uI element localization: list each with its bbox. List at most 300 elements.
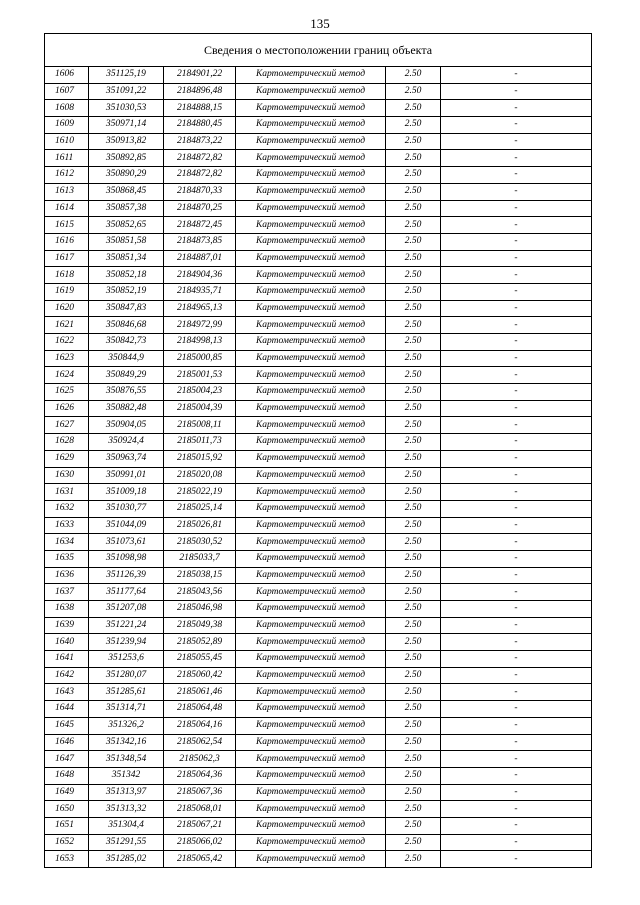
coordinate-y-cell: 2185020,08 — [164, 467, 236, 484]
point-number-cell: 1630 — [45, 467, 89, 484]
point-number-cell: 1621 — [45, 317, 89, 334]
description-cell: - — [441, 217, 592, 234]
point-number-cell: 1633 — [45, 517, 89, 534]
description-cell: - — [441, 734, 592, 751]
description-cell: - — [441, 100, 592, 117]
description-cell: - — [441, 550, 592, 567]
method-cell: Картометрический метод — [236, 617, 386, 634]
coordinate-y-cell: 2185065,42 — [164, 851, 236, 868]
point-number-cell: 1634 — [45, 534, 89, 551]
coordinate-x-cell: 351342,16 — [89, 734, 164, 751]
accuracy-cell: 2.50 — [386, 67, 441, 84]
coordinate-y-cell: 2185026,81 — [164, 517, 236, 534]
method-cell: Картометрический метод — [236, 801, 386, 818]
table-row — [45, 851, 592, 868]
coordinate-x-cell: 350971,14 — [89, 117, 164, 134]
table-row — [45, 467, 592, 484]
point-number-cell: 1648 — [45, 767, 89, 784]
accuracy-cell: 2.50 — [386, 200, 441, 217]
method-cell: Картометрический метод — [236, 334, 386, 351]
coordinate-x-cell: 350847,83 — [89, 300, 164, 317]
coordinate-y-cell: 2185001,53 — [164, 367, 236, 384]
coordinate-y-cell: 2185068,01 — [164, 801, 236, 818]
coordinate-y-cell: 2185000,85 — [164, 350, 236, 367]
point-number-cell: 1641 — [45, 651, 89, 668]
point-number-cell: 1608 — [45, 100, 89, 117]
point-number-cell: 1627 — [45, 417, 89, 434]
description-cell: - — [441, 601, 592, 618]
coordinate-y-cell: 2185064,48 — [164, 701, 236, 718]
table-row — [45, 334, 592, 351]
table-row — [45, 167, 592, 184]
description-cell: - — [441, 817, 592, 834]
description-cell: - — [441, 417, 592, 434]
method-cell: Картометрический метод — [236, 717, 386, 734]
accuracy-cell: 2.50 — [386, 517, 441, 534]
method-cell: Картометрический метод — [236, 300, 386, 317]
coordinate-y-cell: 2185062,3 — [164, 751, 236, 768]
accuracy-cell: 2.50 — [386, 183, 441, 200]
description-cell: - — [441, 767, 592, 784]
point-number-cell: 1653 — [45, 851, 89, 868]
method-cell: Картометрический метод — [236, 634, 386, 651]
table-row — [45, 734, 592, 751]
coordinate-x-cell: 351125,19 — [89, 67, 164, 84]
table-row — [45, 317, 592, 334]
coordinate-y-cell: 2184965,13 — [164, 300, 236, 317]
method-cell: Картометрический метод — [236, 117, 386, 134]
point-number-cell: 1647 — [45, 751, 89, 768]
point-number-cell: 1636 — [45, 567, 89, 584]
coordinate-y-cell: 2185004,23 — [164, 384, 236, 401]
method-cell: Картометрический метод — [236, 200, 386, 217]
coordinate-x-cell: 350904,05 — [89, 417, 164, 434]
coordinate-x-cell: 350842,73 — [89, 334, 164, 351]
coordinate-x-cell: 350852,18 — [89, 267, 164, 284]
coordinate-y-cell: 2185055,45 — [164, 651, 236, 668]
table-row — [45, 83, 592, 100]
accuracy-cell: 2.50 — [386, 100, 441, 117]
coordinate-x-cell: 350924,4 — [89, 434, 164, 451]
coordinate-y-cell: 2185025,14 — [164, 500, 236, 517]
table-row — [45, 634, 592, 651]
coordinate-x-cell: 351285,61 — [89, 684, 164, 701]
point-number-cell: 1626 — [45, 400, 89, 417]
accuracy-cell: 2.50 — [386, 801, 441, 818]
table-title: Сведения о местоположении границ объекта — [45, 34, 592, 67]
method-cell: Картометрический метод — [236, 183, 386, 200]
table-row — [45, 367, 592, 384]
accuracy-cell: 2.50 — [386, 400, 441, 417]
accuracy-cell: 2.50 — [386, 467, 441, 484]
method-cell: Картометрический метод — [236, 601, 386, 618]
description-cell: - — [441, 367, 592, 384]
description-cell: - — [441, 751, 592, 768]
point-number-cell: 1609 — [45, 117, 89, 134]
table-row — [45, 817, 592, 834]
page-number: 135 — [310, 16, 330, 31]
table-row — [45, 617, 592, 634]
method-cell: Картометрический метод — [236, 133, 386, 150]
accuracy-cell: 2.50 — [386, 767, 441, 784]
point-number-cell: 1642 — [45, 667, 89, 684]
point-number-cell: 1620 — [45, 300, 89, 317]
point-number-cell: 1646 — [45, 734, 89, 751]
coordinate-x-cell: 351253,6 — [89, 651, 164, 668]
accuracy-cell: 2.50 — [386, 300, 441, 317]
accuracy-cell: 2.50 — [386, 250, 441, 267]
coordinate-x-cell: 350844,9 — [89, 350, 164, 367]
coordinate-y-cell: 2185030,52 — [164, 534, 236, 551]
table-row — [45, 484, 592, 501]
table-row — [45, 651, 592, 668]
coordinate-y-cell: 2184872,45 — [164, 217, 236, 234]
table-row — [45, 417, 592, 434]
coordinate-y-cell: 2185038,15 — [164, 567, 236, 584]
point-number-cell: 1623 — [45, 350, 89, 367]
method-cell: Картометрический метод — [236, 167, 386, 184]
table-row — [45, 767, 592, 784]
coordinate-x-cell: 350849,29 — [89, 367, 164, 384]
method-cell: Картометрический метод — [236, 767, 386, 784]
method-cell: Картометрический метод — [236, 350, 386, 367]
table-row — [45, 784, 592, 801]
description-cell: - — [441, 834, 592, 851]
boundary-coordinates-table — [44, 33, 592, 868]
description-cell: - — [441, 317, 592, 334]
coordinate-y-cell: 2185049,38 — [164, 617, 236, 634]
method-cell: Картометрический метод — [236, 317, 386, 334]
accuracy-cell: 2.50 — [386, 601, 441, 618]
method-cell: Картометрический метод — [236, 233, 386, 250]
table-row — [45, 283, 592, 300]
table-row — [45, 584, 592, 601]
accuracy-cell: 2.50 — [386, 550, 441, 567]
description-cell: - — [441, 183, 592, 200]
coordinate-x-cell: 351314,71 — [89, 701, 164, 718]
point-number-cell: 1635 — [45, 550, 89, 567]
table-row — [45, 684, 592, 701]
point-number-cell: 1622 — [45, 334, 89, 351]
table-row — [45, 300, 592, 317]
coordinate-x-cell: 351326,2 — [89, 717, 164, 734]
table-row — [45, 517, 592, 534]
point-number-cell: 1607 — [45, 83, 89, 100]
coordinate-x-cell: 350890,29 — [89, 167, 164, 184]
table-row — [45, 150, 592, 167]
point-number-cell: 1631 — [45, 484, 89, 501]
accuracy-cell: 2.50 — [386, 634, 441, 651]
description-cell: - — [441, 400, 592, 417]
point-number-cell: 1618 — [45, 267, 89, 284]
description-cell: - — [441, 283, 592, 300]
table-row — [45, 67, 592, 84]
method-cell: Картометрический метод — [236, 100, 386, 117]
description-cell: - — [441, 467, 592, 484]
point-number-cell: 1616 — [45, 233, 89, 250]
point-number-cell: 1611 — [45, 150, 89, 167]
method-cell: Картометрический метод — [236, 517, 386, 534]
description-cell: - — [441, 334, 592, 351]
accuracy-cell: 2.50 — [386, 417, 441, 434]
accuracy-cell: 2.50 — [386, 317, 441, 334]
coordinate-y-cell: 2185043,56 — [164, 584, 236, 601]
coordinate-y-cell: 2184873,22 — [164, 133, 236, 150]
description-cell: - — [441, 684, 592, 701]
boundary-table-container — [44, 33, 591, 868]
description-cell: - — [441, 350, 592, 367]
coordinate-x-cell: 351177,64 — [89, 584, 164, 601]
coordinate-y-cell: 2184880,45 — [164, 117, 236, 134]
point-number-cell: 1651 — [45, 817, 89, 834]
accuracy-cell: 2.50 — [386, 450, 441, 467]
accuracy-cell: 2.50 — [386, 83, 441, 100]
description-cell: - — [441, 384, 592, 401]
description-cell: - — [441, 450, 592, 467]
coordinate-y-cell: 2185067,36 — [164, 784, 236, 801]
point-number-cell: 1614 — [45, 200, 89, 217]
description-cell: - — [441, 534, 592, 551]
point-number-cell: 1625 — [45, 384, 89, 401]
coordinate-y-cell: 2184901,22 — [164, 67, 236, 84]
coordinate-x-cell: 350851,34 — [89, 250, 164, 267]
table-row — [45, 667, 592, 684]
method-cell: Картометрический метод — [236, 367, 386, 384]
point-number-cell: 1606 — [45, 67, 89, 84]
accuracy-cell: 2.50 — [386, 567, 441, 584]
method-cell: Картометрический метод — [236, 701, 386, 718]
coordinate-y-cell: 2185064,16 — [164, 717, 236, 734]
point-number-cell: 1638 — [45, 601, 89, 618]
description-cell: - — [441, 117, 592, 134]
table-row — [45, 350, 592, 367]
coordinate-y-cell: 2185062,54 — [164, 734, 236, 751]
description-cell: - — [441, 484, 592, 501]
coordinate-x-cell: 351091,22 — [89, 83, 164, 100]
coordinate-x-cell: 351073,61 — [89, 534, 164, 551]
coordinate-x-cell: 351304,4 — [89, 817, 164, 834]
coordinate-x-cell: 350852,65 — [89, 217, 164, 234]
coordinate-x-cell: 350851,58 — [89, 233, 164, 250]
point-number-cell: 1639 — [45, 617, 89, 634]
method-cell: Картометрический метод — [236, 534, 386, 551]
accuracy-cell: 2.50 — [386, 584, 441, 601]
coordinate-y-cell: 2184935,71 — [164, 283, 236, 300]
point-number-cell: 1650 — [45, 801, 89, 818]
coordinate-x-cell: 351348,54 — [89, 751, 164, 768]
description-cell: - — [441, 717, 592, 734]
accuracy-cell: 2.50 — [386, 784, 441, 801]
description-cell: - — [441, 567, 592, 584]
coordinate-x-cell: 350892,85 — [89, 150, 164, 167]
table-row — [45, 751, 592, 768]
table-row — [45, 534, 592, 551]
description-cell: - — [441, 434, 592, 451]
accuracy-cell: 2.50 — [386, 167, 441, 184]
method-cell: Картометрический метод — [236, 484, 386, 501]
method-cell: Картометрический метод — [236, 400, 386, 417]
table-row — [45, 450, 592, 467]
description-cell: - — [441, 133, 592, 150]
table-row — [45, 601, 592, 618]
method-cell: Картометрический метод — [236, 584, 386, 601]
accuracy-cell: 2.50 — [386, 434, 441, 451]
description-cell: - — [441, 584, 592, 601]
description-cell: - — [441, 784, 592, 801]
accuracy-cell: 2.50 — [386, 851, 441, 868]
coordinate-y-cell: 2185004,39 — [164, 400, 236, 417]
method-cell: Картометрический метод — [236, 434, 386, 451]
accuracy-cell: 2.50 — [386, 701, 441, 718]
coordinate-y-cell: 2184870,25 — [164, 200, 236, 217]
coordinate-x-cell: 350963,74 — [89, 450, 164, 467]
coordinate-y-cell: 2185060,42 — [164, 667, 236, 684]
coordinate-y-cell: 2185064,36 — [164, 767, 236, 784]
description-cell: - — [441, 801, 592, 818]
accuracy-cell: 2.50 — [386, 534, 441, 551]
table-row — [45, 717, 592, 734]
coordinate-x-cell: 350868,45 — [89, 183, 164, 200]
method-cell: Картометрический метод — [236, 250, 386, 267]
method-cell: Картометрический метод — [236, 283, 386, 300]
description-cell: - — [441, 300, 592, 317]
method-cell: Картометрический метод — [236, 784, 386, 801]
accuracy-cell: 2.50 — [386, 817, 441, 834]
description-cell: - — [441, 150, 592, 167]
coordinate-x-cell: 350876,55 — [89, 384, 164, 401]
point-number-cell: 1624 — [45, 367, 89, 384]
accuracy-cell: 2.50 — [386, 233, 441, 250]
method-cell: Картометрический метод — [236, 83, 386, 100]
coordinate-y-cell: 2184904,36 — [164, 267, 236, 284]
point-number-cell: 1643 — [45, 684, 89, 701]
description-cell: - — [441, 167, 592, 184]
coordinate-x-cell: 350852,19 — [89, 283, 164, 300]
point-number-cell: 1613 — [45, 183, 89, 200]
coordinate-y-cell: 2185066,02 — [164, 834, 236, 851]
coordinate-x-cell: 351207,08 — [89, 601, 164, 618]
method-cell: Картометрический метод — [236, 217, 386, 234]
table-row — [45, 117, 592, 134]
coordinate-x-cell: 350991,01 — [89, 467, 164, 484]
coordinate-x-cell: 350913,82 — [89, 133, 164, 150]
accuracy-cell: 2.50 — [386, 834, 441, 851]
table-row — [45, 801, 592, 818]
coordinate-x-cell: 351044,09 — [89, 517, 164, 534]
method-cell: Картометрический метод — [236, 651, 386, 668]
description-cell: - — [441, 500, 592, 517]
method-cell: Картометрический метод — [236, 550, 386, 567]
table-row — [45, 701, 592, 718]
coordinate-x-cell: 350857,38 — [89, 200, 164, 217]
point-number-cell: 1640 — [45, 634, 89, 651]
coordinate-y-cell: 2184887,01 — [164, 250, 236, 267]
accuracy-cell: 2.50 — [386, 117, 441, 134]
description-cell: - — [441, 701, 592, 718]
table-row — [45, 183, 592, 200]
accuracy-cell: 2.50 — [386, 734, 441, 751]
accuracy-cell: 2.50 — [386, 684, 441, 701]
description-cell: - — [441, 200, 592, 217]
coordinate-y-cell: 2185052,89 — [164, 634, 236, 651]
coordinate-x-cell: 351239,94 — [89, 634, 164, 651]
table-row — [45, 250, 592, 267]
accuracy-cell: 2.50 — [386, 283, 441, 300]
coordinate-x-cell: 351291,55 — [89, 834, 164, 851]
table-row — [45, 233, 592, 250]
method-cell: Картометрический метод — [236, 67, 386, 84]
coordinate-y-cell: 2185022,19 — [164, 484, 236, 501]
method-cell: Картометрический метод — [236, 751, 386, 768]
coordinate-y-cell: 2184872,82 — [164, 167, 236, 184]
coordinate-y-cell: 2185046,98 — [164, 601, 236, 618]
point-number-cell: 1632 — [45, 500, 89, 517]
method-cell: Картометрический метод — [236, 734, 386, 751]
description-cell: - — [441, 250, 592, 267]
table-row — [45, 267, 592, 284]
description-cell: - — [441, 267, 592, 284]
method-cell: Картометрический метод — [236, 267, 386, 284]
point-number-cell: 1617 — [45, 250, 89, 267]
table-row — [45, 100, 592, 117]
coordinate-x-cell: 351126,39 — [89, 567, 164, 584]
description-cell: - — [441, 517, 592, 534]
accuracy-cell: 2.50 — [386, 267, 441, 284]
point-number-cell: 1628 — [45, 434, 89, 451]
table-title-row — [45, 34, 592, 67]
description-cell: - — [441, 617, 592, 634]
coordinate-y-cell: 2184888,15 — [164, 100, 236, 117]
table-row — [45, 217, 592, 234]
coordinate-y-cell: 2185011,73 — [164, 434, 236, 451]
method-cell: Картометрический метод — [236, 851, 386, 868]
accuracy-cell: 2.50 — [386, 484, 441, 501]
coordinate-x-cell: 351098,98 — [89, 550, 164, 567]
method-cell: Картометрический метод — [236, 817, 386, 834]
point-number-cell: 1644 — [45, 701, 89, 718]
method-cell: Картометрический метод — [236, 667, 386, 684]
accuracy-cell: 2.50 — [386, 150, 441, 167]
coordinate-x-cell: 351009,18 — [89, 484, 164, 501]
coordinate-y-cell: 2185008,11 — [164, 417, 236, 434]
accuracy-cell: 2.50 — [386, 717, 441, 734]
description-cell: - — [441, 651, 592, 668]
coordinate-x-cell: 351221,24 — [89, 617, 164, 634]
table-row — [45, 434, 592, 451]
method-cell: Картометрический метод — [236, 834, 386, 851]
point-number-cell: 1649 — [45, 784, 89, 801]
point-number-cell: 1637 — [45, 584, 89, 601]
method-cell: Картометрический метод — [236, 567, 386, 584]
table-row — [45, 567, 592, 584]
coordinate-y-cell: 2185061,46 — [164, 684, 236, 701]
method-cell: Картометрический метод — [236, 150, 386, 167]
coordinate-y-cell: 2184872,82 — [164, 150, 236, 167]
coordinate-y-cell: 2185067,21 — [164, 817, 236, 834]
coordinate-y-cell: 2184972,99 — [164, 317, 236, 334]
point-number-cell: 1619 — [45, 283, 89, 300]
description-cell: - — [441, 667, 592, 684]
accuracy-cell: 2.50 — [386, 367, 441, 384]
description-cell: - — [441, 83, 592, 100]
coordinate-y-cell: 2184998,13 — [164, 334, 236, 351]
coordinate-y-cell: 2184896,48 — [164, 83, 236, 100]
method-cell: Картометрический метод — [236, 384, 386, 401]
accuracy-cell: 2.50 — [386, 133, 441, 150]
description-cell: - — [441, 634, 592, 651]
coordinate-x-cell: 351280,07 — [89, 667, 164, 684]
coordinate-y-cell: 2184870,33 — [164, 183, 236, 200]
